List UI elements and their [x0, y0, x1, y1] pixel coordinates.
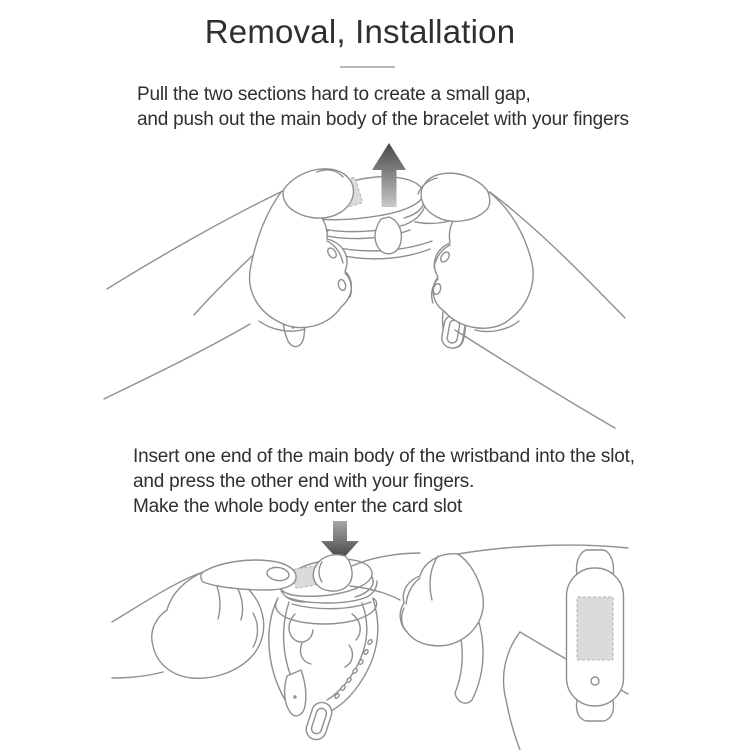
left-hand: [104, 169, 353, 399]
title-divider: [340, 66, 395, 68]
strap-loop: [269, 598, 378, 742]
step2-instructions: [133, 444, 635, 519]
left-hand: [112, 560, 296, 678]
step2-line3: Make the whole body enter the card slot: [133, 496, 463, 517]
step1-line1: Pull the two sections hard to create a small gap,: [137, 84, 531, 105]
removal-illustration: [95, 136, 655, 436]
wristband-front-view: [552, 540, 648, 730]
strap-end-left: [285, 670, 306, 716]
step1-line2: and push out the main body of the bracelet with your fingers: [137, 109, 629, 130]
page-title: Removal, Installation: [204, 13, 516, 50]
left-thumb: [201, 560, 296, 590]
strap-buckle: [304, 700, 335, 742]
step2-line1: Insert one end of the main body of the wristband into the slot,: [133, 446, 635, 467]
band-front-view: [567, 550, 624, 721]
right-hand: [375, 173, 625, 428]
step2-line2: and press the other end with your fingers.: [133, 471, 475, 492]
band-screen: [577, 597, 613, 660]
step1-instructions: [137, 82, 629, 132]
